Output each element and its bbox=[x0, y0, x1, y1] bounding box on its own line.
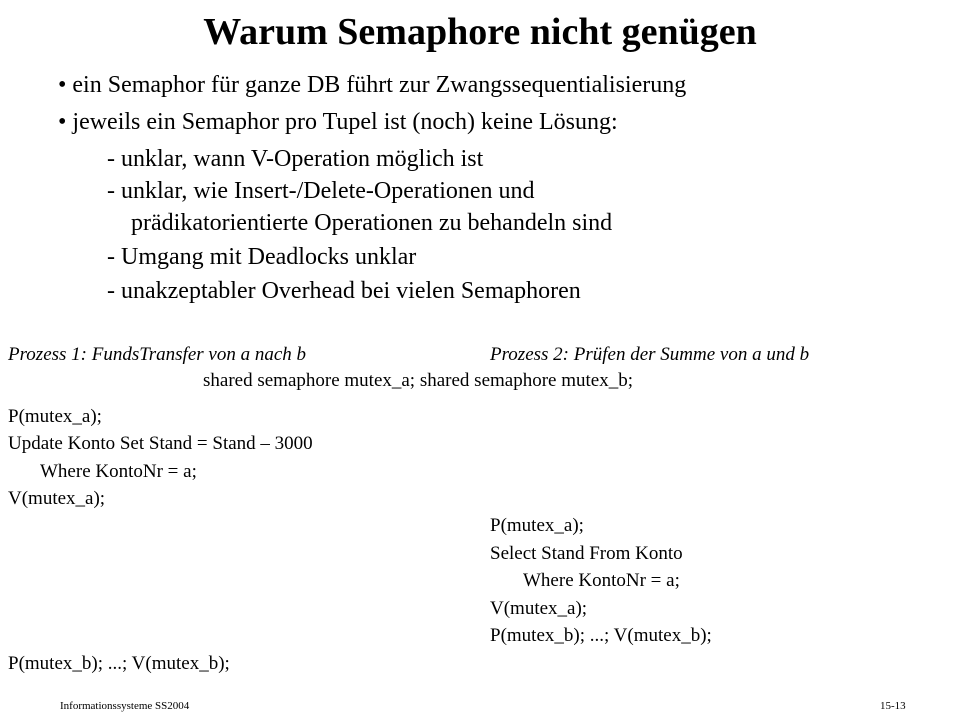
process2-code-line: P(mutex_b); ...; V(mutex_b); bbox=[490, 625, 712, 646]
process1-code-line: P(mutex_a); bbox=[8, 406, 102, 427]
sub-item: - unakzeptabler Overhead bei vielen Semaphoren bbox=[107, 278, 581, 304]
process2-header: Prozess 2: Prüfen der Summe von a und b bbox=[490, 344, 810, 365]
process1-code-line: P(mutex_b); ...; V(mutex_b); bbox=[8, 653, 230, 674]
sub-item: - unklar, wann V-Operation möglich ist bbox=[107, 146, 484, 172]
sub-item: - unklar, wie Insert-/Delete-Operationen und bbox=[107, 178, 535, 204]
footer-course: Informationssysteme SS2004 bbox=[60, 700, 190, 712]
bullet-item: • jeweils ein Semaphor pro Tupel ist (noch) keine Lösung: bbox=[58, 109, 618, 135]
footer-page-number: 15-13 bbox=[880, 700, 906, 712]
process2-code-line: P(mutex_a); bbox=[490, 515, 584, 536]
process1-code-line: Update Konto Set Stand = Stand – 3000 bbox=[8, 433, 313, 454]
process1-header: Prozess 1: FundsTransfer von a nach b bbox=[8, 344, 307, 365]
shared-declaration: shared semaphore mutex_a; shared semaphore mutex_b; bbox=[203, 370, 633, 391]
sub-item: - Umgang mit Deadlocks unklar bbox=[107, 244, 417, 270]
process2-code-line: V(mutex_a); bbox=[490, 598, 588, 619]
process1-code-line: V(mutex_a); bbox=[8, 488, 106, 509]
process2-code-line: Select Stand From Konto bbox=[490, 543, 683, 564]
process2-code-line: Where KontoNr = a; bbox=[523, 570, 680, 591]
slide-title: Warum Semaphore nicht genügen bbox=[203, 11, 757, 53]
sub-item-continuation: prädikatorientierte Operationen zu behandeln sind bbox=[131, 210, 613, 236]
bullet-item: • ein Semaphor für ganze DB führt zur Zwangssequentialisierung bbox=[58, 72, 687, 98]
process1-code-line: Where KontoNr = a; bbox=[40, 461, 197, 482]
